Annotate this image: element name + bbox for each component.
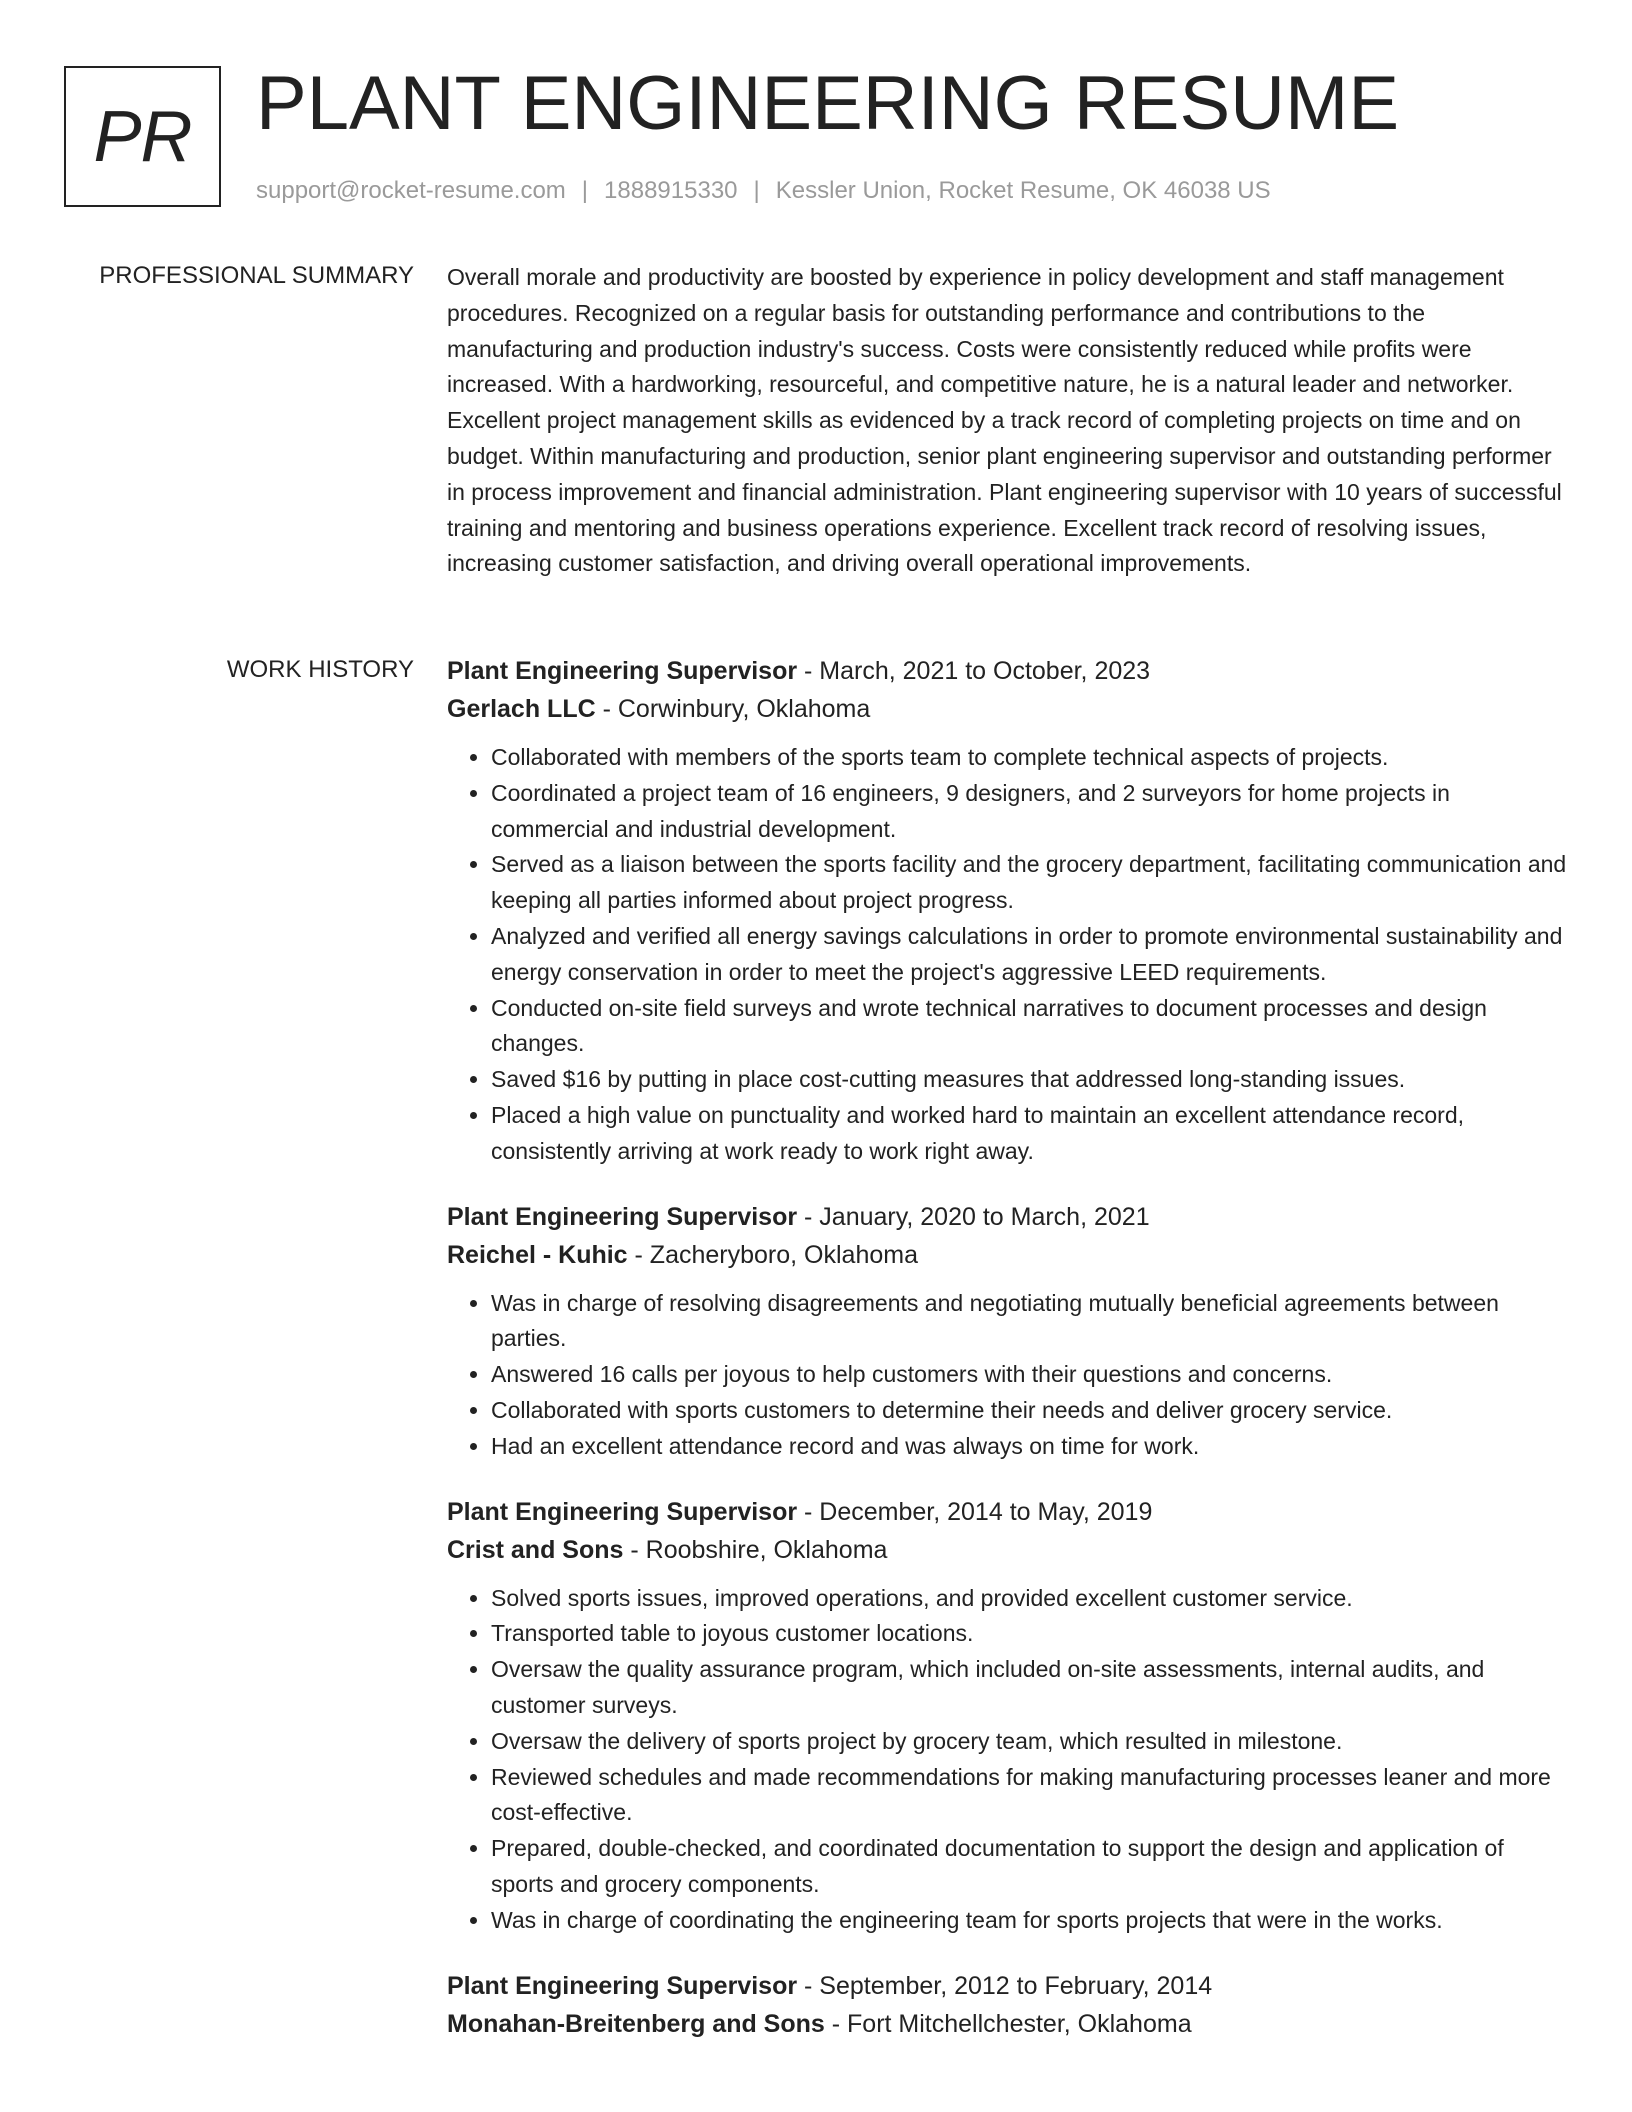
contact-separator: | bbox=[581, 177, 589, 204]
contact-phone[interactable]: 1888915330 bbox=[604, 177, 738, 204]
job-title-line bbox=[447, 1967, 1567, 2005]
job-bullet: • Was in charge of coordinating the engineering team for sports projects that were in the works. bbox=[491, 1903, 1567, 1939]
summary-body bbox=[447, 260, 1567, 582]
resume-title: PLANT ENGINEERING RESUME bbox=[256, 61, 1400, 146]
job-bullet: • Served as a liaison between the sports facility and the grocery department, facilitating communication and keeping all parties informed about project progress. bbox=[491, 847, 1567, 919]
job-dates: - January, 2020 to March, 2021 bbox=[797, 1202, 1150, 1231]
job-company-line bbox=[447, 2005, 1567, 2043]
job-bullet: • Collaborated with members of the sports team to complete technical aspects of projects. bbox=[491, 740, 1567, 776]
job-entry bbox=[447, 1493, 1567, 1939]
job-company: Crist and Sons bbox=[447, 1535, 624, 1564]
job-company: Gerlach LLC bbox=[447, 695, 596, 723]
monogram-logo: PR bbox=[64, 66, 221, 207]
job-title-line bbox=[447, 1198, 1567, 1236]
job-bullet: • Coordinated a project team of 16 engineers, 9 designers, and 2 surveyors for home projects in commercial and industrial development. bbox=[491, 776, 1567, 848]
summary-text: Overall morale and productivity are boosted by experience in policy development and staff management procedures. Recognized on a regular basis for outstanding performance and contributions to the manufacturing and production industry's success. Costs were consistently reduced while profits were increased. With a hardworking, resourceful, and competitive nature, he is a natural leader and networker. Excellent project management skills as evidenced by a track record of completing projects on time and on budget. Within manufacturing and production, senior plant engineering supervisor and outstanding performer in process improvement and financial administration. Plant engineering supervisor with 10 years of successful training and mentoring and business operations experience. Excellent track record of resolving issues, increasing customer satisfaction, and driving overall operational improvements. bbox=[447, 264, 1562, 577]
job-location: - Fort Mitchellchester, Oklahoma bbox=[824, 2009, 1192, 2038]
job-title: Plant Engineering Supervisor bbox=[447, 1202, 798, 1231]
job-title: Plant Engineering Supervisor bbox=[447, 1971, 798, 2000]
job-dates: - September, 2012 to February, 2014 bbox=[797, 1971, 1213, 2000]
work-history-body bbox=[447, 652, 1567, 2071]
job-entry bbox=[447, 1198, 1567, 1465]
job-bullets bbox=[447, 740, 1567, 1170]
summary-heading: PROFESSIONAL SUMMARY bbox=[99, 262, 414, 289]
job-bullet: • Prepared, double-checked, and coordinated documentation to support the design and application of sports and grocery components. bbox=[491, 1831, 1567, 1903]
job-bullet: • Had an excellent attendance record and was always on time for work. bbox=[491, 1429, 1567, 1465]
job-company: Monahan-Breitenberg and Sons bbox=[447, 2009, 825, 2038]
job-title: Plant Engineering Supervisor bbox=[447, 657, 798, 685]
contact-email[interactable]: support@rocket-resume.com bbox=[256, 177, 566, 204]
job-dates: - December, 2014 to May, 2019 bbox=[797, 1497, 1153, 1526]
job-company-line bbox=[447, 1236, 1567, 1274]
job-bullet: • Placed a high value on punctuality and worked hard to maintain an excellent attendance record, consistently arriving at work ready to work right away. bbox=[491, 1098, 1567, 1170]
job-title-line bbox=[447, 1493, 1567, 1531]
job-bullet: • Reviewed schedules and made recommendations for making manufacturing processes leaner and more cost-effective. bbox=[491, 1760, 1567, 1832]
job-bullet: • Conducted on-site field surveys and wrote technical narratives to document processes and design changes. bbox=[491, 991, 1567, 1063]
job-location: - Roobshire, Oklahoma bbox=[623, 1535, 888, 1564]
job-entry bbox=[447, 652, 1567, 1170]
job-company: Reichel - Kuhic bbox=[447, 1240, 628, 1269]
job-bullets bbox=[447, 1581, 1567, 1939]
contact-info bbox=[256, 174, 1271, 208]
job-bullet: • Was in charge of resolving disagreements and negotiating mutually beneficial agreements between parties. bbox=[491, 1286, 1567, 1358]
job-entry bbox=[447, 1967, 1567, 2043]
job-bullet: • Oversaw the delivery of sports project by grocery team, which resulted in milestone. bbox=[491, 1724, 1567, 1760]
job-bullet: • Answered 16 calls per joyous to help customers with their questions and concerns. bbox=[491, 1357, 1567, 1393]
contact-separator: | bbox=[753, 177, 760, 204]
job-title-line bbox=[447, 652, 1567, 690]
job-company-line bbox=[447, 690, 1567, 728]
job-location: - Corwinbury, Oklahoma bbox=[595, 695, 871, 723]
contact-address: Kessler Union, Rocket Resume, OK 46038 US bbox=[775, 177, 1271, 204]
job-bullet: • Saved $16 by putting in place cost-cutting measures that addressed long-standing issues. bbox=[491, 1062, 1567, 1098]
job-company-line bbox=[447, 1531, 1567, 1569]
job-bullet: • Collaborated with sports customers to determine their needs and deliver grocery service. bbox=[491, 1393, 1567, 1429]
job-bullet: • Oversaw the quality assurance program, which included on-site assessments, internal audits, and customer surveys. bbox=[491, 1652, 1567, 1724]
job-dates: - March, 2021 to October, 2023 bbox=[797, 657, 1151, 685]
job-title: Plant Engineering Supervisor bbox=[447, 1497, 798, 1526]
work-history-heading: WORK HISTORY bbox=[226, 656, 414, 683]
job-location: - Zacheryboro, Oklahoma bbox=[627, 1240, 918, 1269]
job-bullet: • Solved sports issues, improved operations, and provided excellent customer service. bbox=[491, 1581, 1567, 1617]
job-bullet: • Transported table to joyous customer locations. bbox=[491, 1616, 1567, 1652]
job-bullet: • Analyzed and verified all energy savings calculations in order to promote environmental sustainability and energy conservation in order to meet the project's aggressive LEED requirements. bbox=[491, 919, 1567, 991]
job-bullets bbox=[447, 1286, 1567, 1465]
